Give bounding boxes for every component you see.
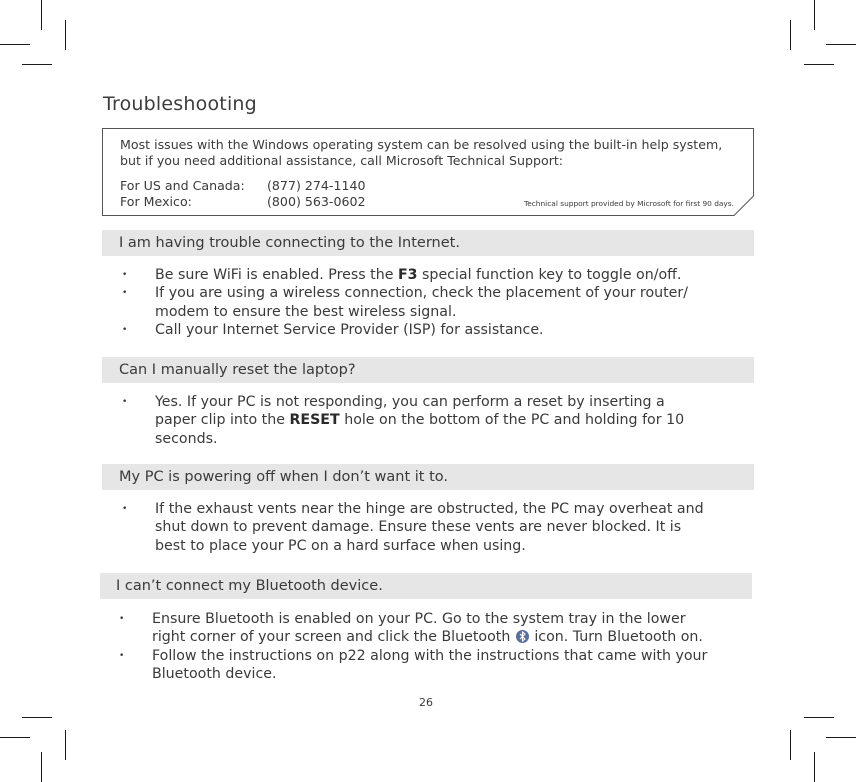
contact-us [120,178,366,194]
crop-mark [0,737,30,738]
crop-mark [65,730,66,760]
us-label: For US and Canada: [120,178,245,193]
crop-mark [41,752,42,782]
crop-mark [790,730,791,760]
list-item: • Follow the instructions on p22 along with the instructions that came with your Bluetooth device. [119,647,708,682]
bullet: • [119,650,125,661]
reset-list [122,393,685,448]
page-number: 26 [419,696,433,709]
bullet: • [122,324,128,335]
list-item: • Be sure WiFi is enabled. Press the F3 special function key to toggle on/off. [122,267,682,283]
section-heading-power: My PC is powering off when I don’t want it to. [102,464,754,490]
internet-list [122,266,689,339]
crop-mark [65,20,66,50]
crop-mark [826,44,856,45]
list-item: • If the exhaust vents near the hinge are obstructed, the PC may overheat and shut down to prevent damage. Ensure these vents are never blocked. It is best to place your PC on a hard surface when using. [122,501,704,554]
crop-mark [790,20,791,50]
bullet: • [122,288,128,299]
bullet: • [122,397,128,407]
mexico-label: For Mexico: [120,194,192,209]
crop-mark [0,44,30,45]
bullet: • [122,270,128,280]
crop-mark [41,0,42,30]
support-fineprint: Technical support provided by Microsoft for first 90 days. [523,199,734,208]
crop-mark [826,737,856,738]
power-list [122,500,704,555]
crop-mark [22,717,52,718]
support-intro: Most issues with the Windows operating system can be resolved using the built-in help system, but if you need additional assistance, call Microsoft Technical Support: [120,137,723,168]
mexico-phone: (800) 563-0602 [267,194,366,209]
bullet: • [119,614,125,624]
list-item: • Yes. If your PC is not responding, you can perform a reset by inserting a paper clip into the RESET hole on the bottom of the PC and holding for 10 seconds. [122,394,685,447]
contact-mexico [120,194,366,210]
bluetooth-list [119,610,708,683]
section-heading-bluetooth: I can’t connect my Bluetooth device. [100,573,752,599]
crop-mark [804,717,834,718]
crop-mark [814,752,815,782]
section-heading-internet: I am having trouble connecting to the Internet. [102,230,754,256]
support-box [102,128,754,216]
list-item: • Ensure Bluetooth is enabled on your PC. Go to the system tray in the lower right corner of your screen and click the Bluetooth icon. Turn Bluetooth on. [119,611,703,646]
crop-mark [814,0,815,30]
crop-mark [804,64,834,65]
us-phone: (877) 274-1140 [267,178,366,193]
list-item: • If you are using a wireless connection, check the placement of your router/ modem to ensure the best wireless signal. [122,285,689,320]
bluetooth-icon [516,630,529,643]
crop-mark [22,64,52,65]
list-item: • Call your Internet Service Provider (ISP) for assistance. [122,321,544,338]
bullet: • [122,504,128,514]
section-heading-reset: Can I manually reset the laptop? [102,357,754,383]
page-title: Troubleshooting [103,93,257,115]
